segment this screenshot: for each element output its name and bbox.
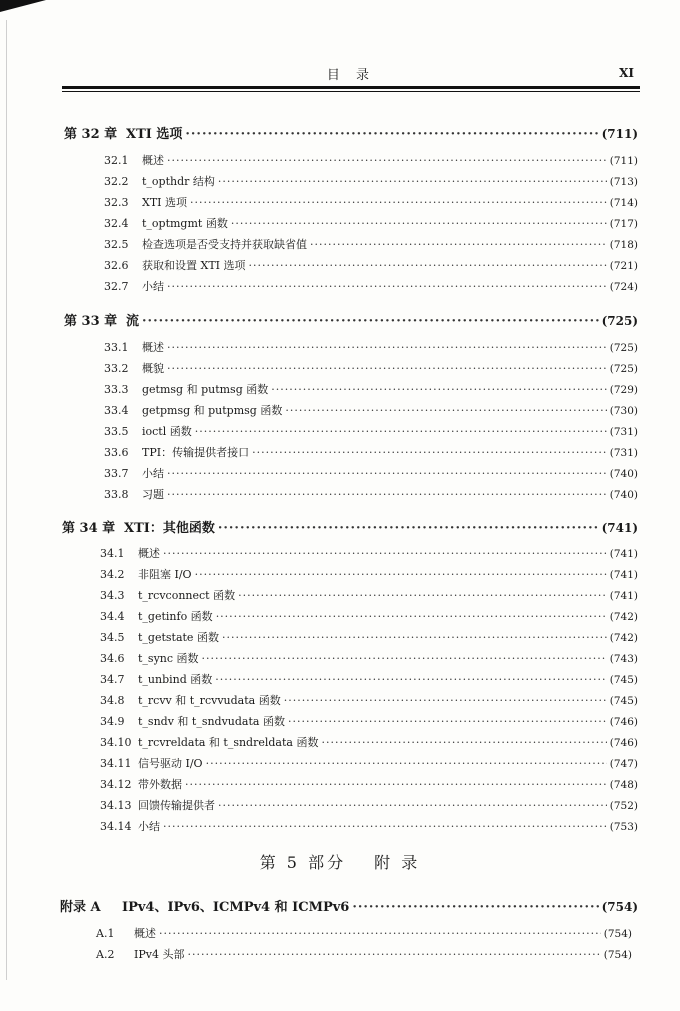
scan-artifact: [0, 0, 46, 12]
section-page: (724): [609, 281, 638, 293]
section-page: (742): [609, 611, 638, 623]
section-title: t_unbind 函数: [138, 673, 213, 686]
section-number: 34.12: [100, 778, 132, 791]
chapter-page: (725): [601, 314, 638, 328]
leader-dots: [310, 238, 607, 251]
running-head: [62, 62, 640, 88]
toc-entry[interactable]: [100, 818, 638, 834]
leader-dots: [321, 736, 606, 749]
section-number: 32.7: [104, 280, 129, 293]
leader-dots: [167, 362, 607, 375]
section-page: (746): [609, 737, 638, 749]
section-number: 32.1: [104, 154, 129, 167]
leader-dots: [271, 383, 607, 396]
toc-entry[interactable]: [100, 545, 638, 561]
section-title: t_optmgmt 函数: [142, 217, 228, 230]
section-number: 32.5: [104, 238, 129, 251]
section-page: (729): [609, 384, 638, 396]
section-number: 34.10: [100, 736, 132, 749]
toc-entry[interactable]: [104, 402, 638, 418]
leader-dots: [185, 778, 607, 791]
part-title: 附 录: [374, 853, 421, 872]
leader-dots: [206, 757, 607, 770]
section-page: (754): [603, 949, 632, 961]
leader-dots: [190, 196, 607, 209]
leader-dots: [284, 694, 607, 707]
leader-dots: [167, 341, 607, 354]
section-page: (741): [609, 590, 638, 602]
section-title: 概述: [134, 927, 156, 940]
section-title: 获取和设置 XTI 选项: [142, 259, 246, 272]
section-number: 33.7: [104, 467, 129, 480]
section-page: (740): [609, 489, 638, 501]
leader-dots: [215, 673, 606, 686]
toc-entry[interactable]: [100, 608, 638, 624]
chapter-title: XTI 选项: [126, 127, 183, 142]
section-page: (717): [609, 218, 638, 230]
section-number: 34.3: [100, 589, 125, 602]
leader-dots: [231, 217, 607, 230]
section-number: 34.6: [100, 652, 125, 665]
section-number: 34.14: [100, 820, 132, 833]
toc-entry[interactable]: [104, 194, 638, 210]
section-title: 检查选项是否受支持并获取缺省值: [142, 238, 307, 251]
section-number: 33.3: [104, 383, 129, 396]
section-title: t_rcvconnect 函数: [138, 589, 236, 602]
toc-entry[interactable]: [104, 465, 638, 481]
section-title: t_sync 函数: [138, 652, 199, 665]
leader-dots: [249, 259, 607, 272]
chapter-number: 第 32 章: [64, 127, 118, 142]
section-page: (730): [609, 405, 638, 417]
section-page: (731): [609, 426, 638, 438]
section-page: (718): [609, 239, 638, 251]
chapter-title: XTI：其他函数: [124, 521, 215, 536]
section-title: IPv4 头部: [134, 948, 185, 961]
leader-dots: [167, 280, 607, 293]
leader-dots: [202, 652, 607, 665]
toc-entry[interactable]: [104, 423, 638, 439]
part-number: 第 5 部分: [259, 853, 347, 872]
section-title: t_rcvv 和 t_rcvvudata 函数: [138, 694, 281, 707]
section-number: 34.5: [100, 631, 125, 644]
toc-entry[interactable]: [100, 734, 638, 750]
section-page: (741): [609, 569, 638, 581]
section-title: 概述: [142, 341, 164, 354]
toc-entry[interactable]: [100, 587, 638, 603]
chapter-page: (741): [601, 521, 638, 535]
toc-entry[interactable]: [96, 946, 632, 962]
leader-dots: [218, 521, 599, 536]
leader-dots: [167, 488, 607, 501]
leader-dots: [167, 154, 607, 167]
section-title: TPI：传输提供者接口: [142, 446, 250, 459]
part-heading: [0, 850, 680, 873]
section-page: (740): [609, 468, 638, 480]
section-title: 习题: [142, 488, 164, 501]
section-title: getpmsg 和 putpmsg 函数: [142, 404, 283, 417]
section-page: (713): [609, 176, 638, 188]
section-number: 34.9: [100, 715, 125, 728]
leader-dots: [238, 589, 607, 602]
section-title: 小结: [142, 467, 164, 480]
appendix-title: IPv4、IPv6、ICMPv4 和 ICMPv6: [122, 900, 350, 915]
section-title: 非阻塞 I/O: [138, 568, 192, 581]
section-title: 信号驱动 I/O: [138, 757, 203, 770]
leader-dots: [222, 631, 607, 644]
section-page: (753): [609, 821, 638, 833]
section-number: 32.3: [104, 196, 129, 209]
section-number: 33.4: [104, 404, 129, 417]
section-page: (748): [609, 779, 638, 791]
section-number: 34.1: [100, 547, 125, 560]
leader-dots: [195, 568, 607, 581]
section-number: 34.11: [100, 757, 132, 770]
leader-dots: [185, 127, 598, 142]
chapter-number: 第 34 章: [62, 521, 116, 536]
leader-dots: [218, 175, 607, 188]
section-title: t_rcvreldata 和 t_sndreldata 函数: [138, 736, 319, 749]
section-page: (725): [609, 363, 638, 375]
section-number: 34.2: [100, 568, 125, 581]
toc-entry[interactable]: [104, 486, 638, 502]
section-page: (714): [609, 197, 638, 209]
section-page: (725): [609, 342, 638, 354]
section-number: 33.1: [104, 341, 129, 354]
leader-dots: [163, 547, 607, 560]
toc-chapter-34[interactable]: [62, 517, 638, 536]
section-title: 小结: [142, 280, 164, 293]
toc-entry[interactable]: [100, 629, 638, 645]
section-title: t_sndv 和 t_sndvudata 函数: [138, 715, 285, 728]
toc-entry[interactable]: [100, 566, 638, 582]
section-title: 概貌: [142, 362, 164, 375]
toc-appendix-a[interactable]: [60, 896, 638, 915]
leader-dots: [195, 425, 607, 438]
toc-chapter-33[interactable]: [64, 310, 638, 329]
section-number: 33.6: [104, 446, 129, 459]
section-title: t_getstate 函数: [138, 631, 219, 644]
section-title: t_opthdr 结构: [142, 175, 215, 188]
toc-entry[interactable]: [96, 925, 632, 941]
leader-dots: [352, 900, 598, 915]
section-number: 33.8: [104, 488, 129, 501]
toc-entry[interactable]: [104, 215, 638, 231]
chapter-page: (711): [601, 127, 638, 141]
header-rule: [62, 86, 640, 89]
toc-entry[interactable]: [104, 339, 638, 355]
toc-chapter-32[interactable]: [64, 123, 638, 142]
section-number: 32.6: [104, 259, 129, 272]
leader-dots: [285, 404, 606, 417]
section-page: (711): [609, 155, 638, 167]
section-title: getmsg 和 putmsg 函数: [142, 383, 269, 396]
chapter-number: 第 33 章: [64, 314, 118, 329]
section-page: (743): [609, 653, 638, 665]
section-number: 34.13: [100, 799, 132, 812]
toc-entry[interactable]: [100, 692, 638, 708]
section-page: (741): [609, 548, 638, 560]
section-page: (747): [609, 758, 638, 770]
leader-dots: [142, 314, 599, 329]
toc-entry[interactable]: [100, 797, 638, 813]
leader-dots: [187, 948, 600, 961]
toc-entry[interactable]: [104, 381, 638, 397]
toc-entry[interactable]: [104, 278, 638, 294]
toc-entry[interactable]: [104, 257, 638, 273]
leader-dots: [163, 820, 607, 833]
chapter-title: 流: [126, 314, 140, 329]
toc-entry[interactable]: [104, 152, 638, 168]
section-page: (746): [609, 716, 638, 728]
section-number: 34.4: [100, 610, 125, 623]
section-title: ioctl 函数: [142, 425, 192, 438]
section-page: (745): [609, 695, 638, 707]
section-page: (742): [609, 632, 638, 644]
section-title: 小结: [138, 820, 160, 833]
section-number: 32.4: [104, 217, 129, 230]
section-number: 33.2: [104, 362, 129, 375]
toc-entry[interactable]: [104, 444, 638, 460]
section-page: (721): [609, 260, 638, 272]
toc-entry[interactable]: [100, 755, 638, 771]
section-number: 34.8: [100, 694, 125, 707]
leader-dots: [218, 799, 607, 812]
section-page: (754): [603, 928, 632, 940]
toc-entry[interactable]: [100, 671, 638, 687]
toc-entry[interactable]: [104, 236, 638, 252]
running-head-page-number: XI: [619, 66, 634, 80]
leader-dots: [252, 446, 607, 459]
section-number: 34.7: [100, 673, 125, 686]
toc-entry[interactable]: [100, 776, 638, 792]
section-number: 33.5: [104, 425, 129, 438]
appendix-number: 附录 A: [60, 900, 101, 915]
section-number: A.2: [96, 948, 115, 961]
leader-dots: [288, 715, 607, 728]
section-page: (745): [609, 674, 638, 686]
section-title: 概述: [142, 154, 164, 167]
page-edge: [6, 20, 7, 980]
toc-entry[interactable]: [104, 360, 638, 376]
toc-entry[interactable]: [100, 650, 638, 666]
toc-entry[interactable]: [100, 713, 638, 729]
section-title: t_getinfo 函数: [138, 610, 213, 623]
leader-dots: [216, 610, 607, 623]
appendix-page: (754): [601, 900, 638, 914]
section-title: 带外数据: [138, 778, 182, 791]
section-title: 概述: [138, 547, 160, 560]
section-number: A.1: [96, 927, 115, 940]
section-page: (752): [609, 800, 638, 812]
section-number: 32.2: [104, 175, 129, 188]
section-page: (731): [609, 447, 638, 459]
toc-entry[interactable]: [104, 173, 638, 189]
section-title: 回馈传输提供者: [138, 799, 215, 812]
running-head-title: 目 录: [326, 68, 376, 83]
leader-dots: [159, 927, 601, 940]
leader-dots: [167, 467, 607, 480]
section-title: XTI 选项: [142, 196, 188, 209]
header-rule-thin: [62, 91, 640, 92]
